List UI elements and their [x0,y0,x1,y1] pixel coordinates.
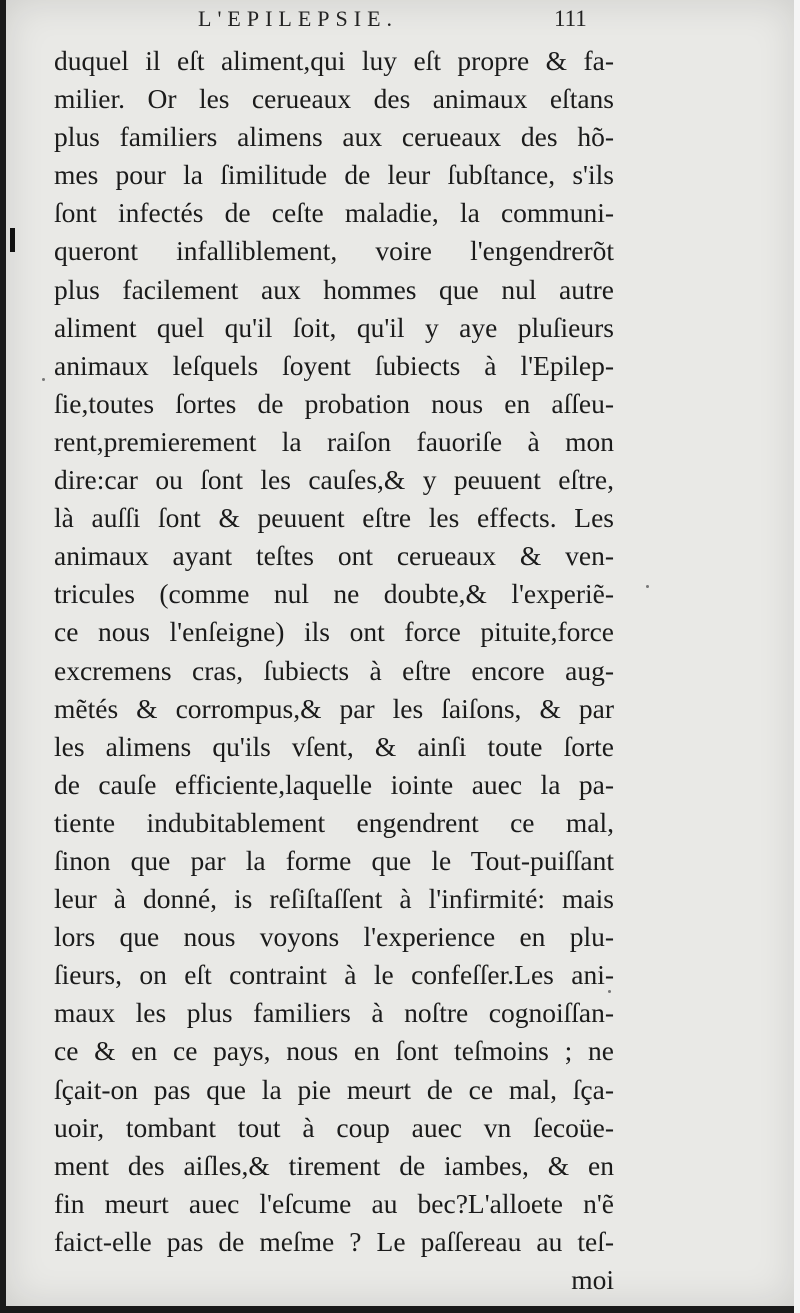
text-line: aliment quel qu'il ſoit, qu'il y aye pluſieurs [54,311,614,343]
paper-speck [42,378,45,381]
text-line: ſçait-on pas que la pie meurt de ce mal, ſça- [54,1073,614,1105]
text-line: milier. Or les cerueaux des animaux eſtans [54,83,614,115]
text-line: ſinon que par la forme que le Tout-puiſſant [54,844,614,876]
text-line: ce nous l'enſeigne) ils ont force pituite,force [54,616,614,648]
text-line: ment des aiſles,& tirement de iambes, & en [54,1149,614,1181]
book-page [6,0,796,1306]
text-line: ſie,toutes ſortes de probation nous en aſſeu- [54,387,614,419]
paper-speck [646,585,649,588]
body-text [54,42,614,1299]
show-through-margin-note [624,752,774,777]
text-line: ce & en ce pays, nous en ſont teſmoins ; ne [54,1035,614,1067]
text-line: animaux ayant teſtes ont cerueaux & ven- [54,540,614,572]
text-line: ſieurs, on eſt contraint à le confeſſer.Les ani- [54,959,614,991]
text-line: mes pour la ſimilitude de leur ſubſtance, s'ils [54,159,614,191]
catchword: moi [571,1264,614,1295]
paper-speck [608,990,611,993]
text-line: les alimens qu'ils vſent, & ainſi toute ſorte [54,730,614,762]
text-line: queront infalliblement, voire l'engendrerõt [54,235,614,267]
text-line: animaux leſquels ſoyent ſubiects à l'Epilep- [54,349,614,381]
page-edge [794,0,800,1313]
binding-mark [10,228,15,252]
page-header [6,4,796,38]
text-line: faict-elle pas de meſme ? Le paſſereau au teſ- [54,1225,614,1257]
text-line: de cauſe efficiente,laquelle iointe auec la pa- [54,768,614,800]
text-line: lors que nous voyons l'experience en plu- [54,921,614,953]
text-line: mẽtés & corrompus,& par les ſaiſons, & par [54,692,614,724]
text-line: fin meurt auec l'eſcume au bec?L'alloete n'ẽ [54,1187,614,1219]
text-line: dire:car ou ſont les cauſes,& y peuuent eſtre, [54,464,614,496]
text-line: là auſſi ſont & peuuent eſtre les effects. Les [54,502,614,534]
text-line: maux les plus familiers à noſtre cognoiſſan- [54,997,614,1029]
text-line: uoir, tombant tout à coup auec vn ſecoüe- [54,1111,614,1143]
text-line: plus familiers alimens aux cerueaux des hõ- [54,121,614,153]
text-line: tricules (comme nul ne doubte,& l'experiẽ- [54,578,614,610]
text-line: excremens cras, ſubiects à eſtre encore aug- [54,654,614,686]
text-line: duquel il eſt aliment,qui luy eſt propre & fa- [54,45,614,76]
page-number: 111 [554,6,587,31]
text-line: leur à donné, is reſiſtaſſent à l'infirmité: mais [54,883,614,915]
text-line: ſont infectés de ceſte maladie, la communi- [54,197,614,229]
text-line: plus facilement aux hommes que nul autre [54,273,614,305]
text-line: rent,premierement la raiſon fauoriſe à mon [54,425,614,457]
text-line: tiente indubitablement engendrent ce mal, [54,806,614,838]
running-title: L'EPILEPSIE. [198,6,399,31]
